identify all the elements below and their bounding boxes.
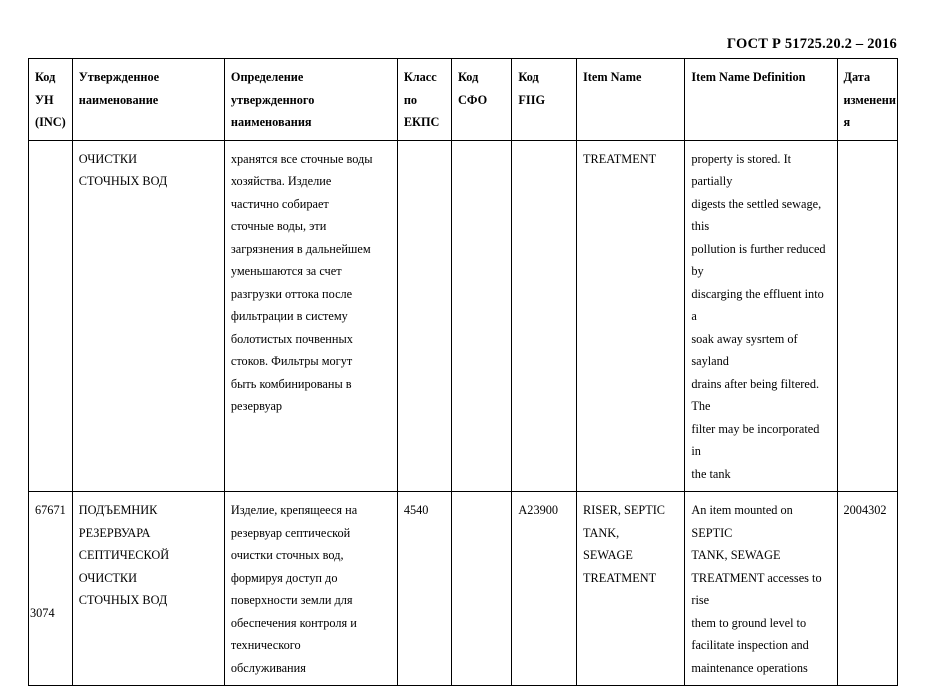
column-header-definition (224, 59, 397, 141)
cell-approved-name (72, 140, 224, 492)
cell-line: сточные воды, эти (230, 219, 327, 233)
cell-change-date (837, 492, 898, 686)
column-header-code-fiig (512, 59, 577, 141)
header-line: Утвержденное (78, 70, 160, 84)
cell-line: СТОЧНЫХ ВОД (78, 593, 168, 607)
cell-line: An item mounted on SEPTIC (691, 503, 793, 540)
cell-line: digests the settled sewage, this (691, 196, 822, 233)
cell-code-fiig (512, 492, 577, 686)
cell-line: обслуживания (230, 660, 306, 675)
header-line: утвержденного (230, 92, 315, 107)
cell-line: property is stored. It partially (691, 151, 792, 188)
cell-class-ekps (397, 492, 451, 686)
specification-table (28, 58, 898, 686)
cell-line: them to ground level to (691, 615, 807, 630)
cell-line: TANK, (583, 525, 620, 540)
header-line: Класс (403, 70, 437, 84)
cell-line: быть комбинированы в (230, 376, 352, 391)
cell-line: facilitate inspection and (691, 638, 809, 652)
cell-line: резервуар (230, 399, 283, 413)
cell-line: 2004302 (843, 503, 887, 517)
cell-code-un (29, 492, 73, 686)
cell-line: maintenance operations (691, 660, 808, 675)
header-line: я (843, 115, 851, 129)
cell-line: хранятся все сточные воды (230, 151, 373, 166)
header-line: изменени (843, 92, 896, 107)
cell-line: частично собирает (230, 196, 329, 211)
cell-line: загрязнения в дальнейшем (230, 241, 371, 256)
table-row (29, 140, 898, 492)
header-line: Код (518, 70, 539, 84)
cell-change-date (837, 140, 898, 492)
cell-line: TANK, SEWAGE (691, 548, 781, 562)
cell-line: RISER, SEPTIC (583, 503, 666, 517)
cell-line: ОЧИСТКИ (78, 151, 137, 166)
cell-line: TREATMENT (583, 570, 657, 585)
cell-line: болотистых почвенных (230, 331, 353, 346)
header-line: ЕКПС (403, 115, 440, 129)
cell-line: discarging the effluent into a (691, 286, 824, 323)
cell-line: Изделие, крепящееся на (230, 503, 358, 517)
cell-line: уменьшаются за счет (230, 264, 342, 278)
cell-code-fiig (512, 140, 577, 492)
cell-line: pollution is further reduced by (691, 241, 826, 278)
column-header-code-sfo (452, 59, 512, 141)
cell-line: разгрузки оттока после (230, 286, 353, 301)
cell-line: A23900 (518, 503, 559, 517)
cell-line: ОЧИСТКИ (78, 570, 137, 585)
cell-line: обеспечения контроля и (230, 615, 357, 630)
cell-line: формируя доступ до (230, 570, 338, 585)
cell-approved-name (72, 492, 224, 686)
cell-line: поверхности земли для (230, 593, 353, 607)
header-line: Дата (843, 70, 871, 84)
header-line: Item Name (583, 70, 642, 84)
column-header-code-un (29, 59, 73, 141)
table-header-row (29, 59, 898, 141)
header-line: УН (35, 92, 54, 107)
column-header-change-date (837, 59, 898, 141)
cell-line: drains after being filtered. The (691, 376, 820, 413)
header-line: Определение (230, 70, 304, 84)
header-line: наименование (78, 92, 159, 107)
cell-line: soak away sysrtem of sayland (691, 331, 798, 368)
header-line: наименования (230, 115, 312, 129)
cell-line: РЕЗЕРВУАРА (78, 525, 151, 540)
cell-code-sfo (452, 492, 512, 686)
cell-line: ПОДЪЕМНИК (78, 503, 158, 517)
cell-line: the tank (691, 466, 731, 481)
cell-item-name (577, 140, 685, 492)
cell-item-name-definition (685, 492, 837, 686)
header-line: FIIG (518, 92, 546, 107)
header-line: Код (35, 70, 56, 84)
cell-line: стоков. Фильтры могут (230, 354, 353, 368)
header-line: СФО (458, 92, 488, 107)
cell-line: фильтрации в систему (230, 309, 348, 323)
cell-line: TREATMENT accesses to rise (691, 570, 822, 607)
column-header-item-name (577, 59, 685, 141)
cell-line: filter may be incorporated in (691, 421, 820, 458)
cell-definition (224, 492, 397, 686)
column-header-approved-name (72, 59, 224, 141)
cell-line: хозяйства. Изделие (230, 174, 332, 188)
header-line: (INC) (35, 115, 66, 129)
cell-line: СТОЧНЫХ ВОД (78, 174, 168, 188)
cell-item-name-definition (685, 140, 837, 492)
page-number: 3074 (30, 606, 55, 620)
cell-code-sfo (452, 140, 512, 492)
header-line: Item Name Definition (691, 70, 806, 84)
cell-definition (224, 140, 397, 492)
cell-class-ekps (397, 140, 451, 492)
cell-line: SEWAGE (583, 548, 633, 562)
header-line: по (403, 92, 418, 107)
cell-line: очистки сточных вод, (230, 548, 344, 562)
cell-code-un (29, 140, 73, 492)
table-row (29, 492, 898, 686)
cell-line: технического (230, 638, 301, 652)
cell-line: TREATMENT (583, 151, 657, 166)
cell-line: СЕПТИЧЕСКОЙ (78, 548, 170, 562)
header-line: Код (458, 70, 479, 84)
column-header-class-ekps (397, 59, 451, 141)
cell-line: 67671 (35, 503, 66, 517)
cell-line: резервуар септической (230, 525, 351, 540)
column-header-item-name-definition (685, 59, 837, 141)
cell-line: 4540 (403, 503, 429, 517)
cell-item-name (577, 492, 685, 686)
standard-header: ГОСТ Р 51725.20.2 – 2016 (726, 36, 897, 52)
